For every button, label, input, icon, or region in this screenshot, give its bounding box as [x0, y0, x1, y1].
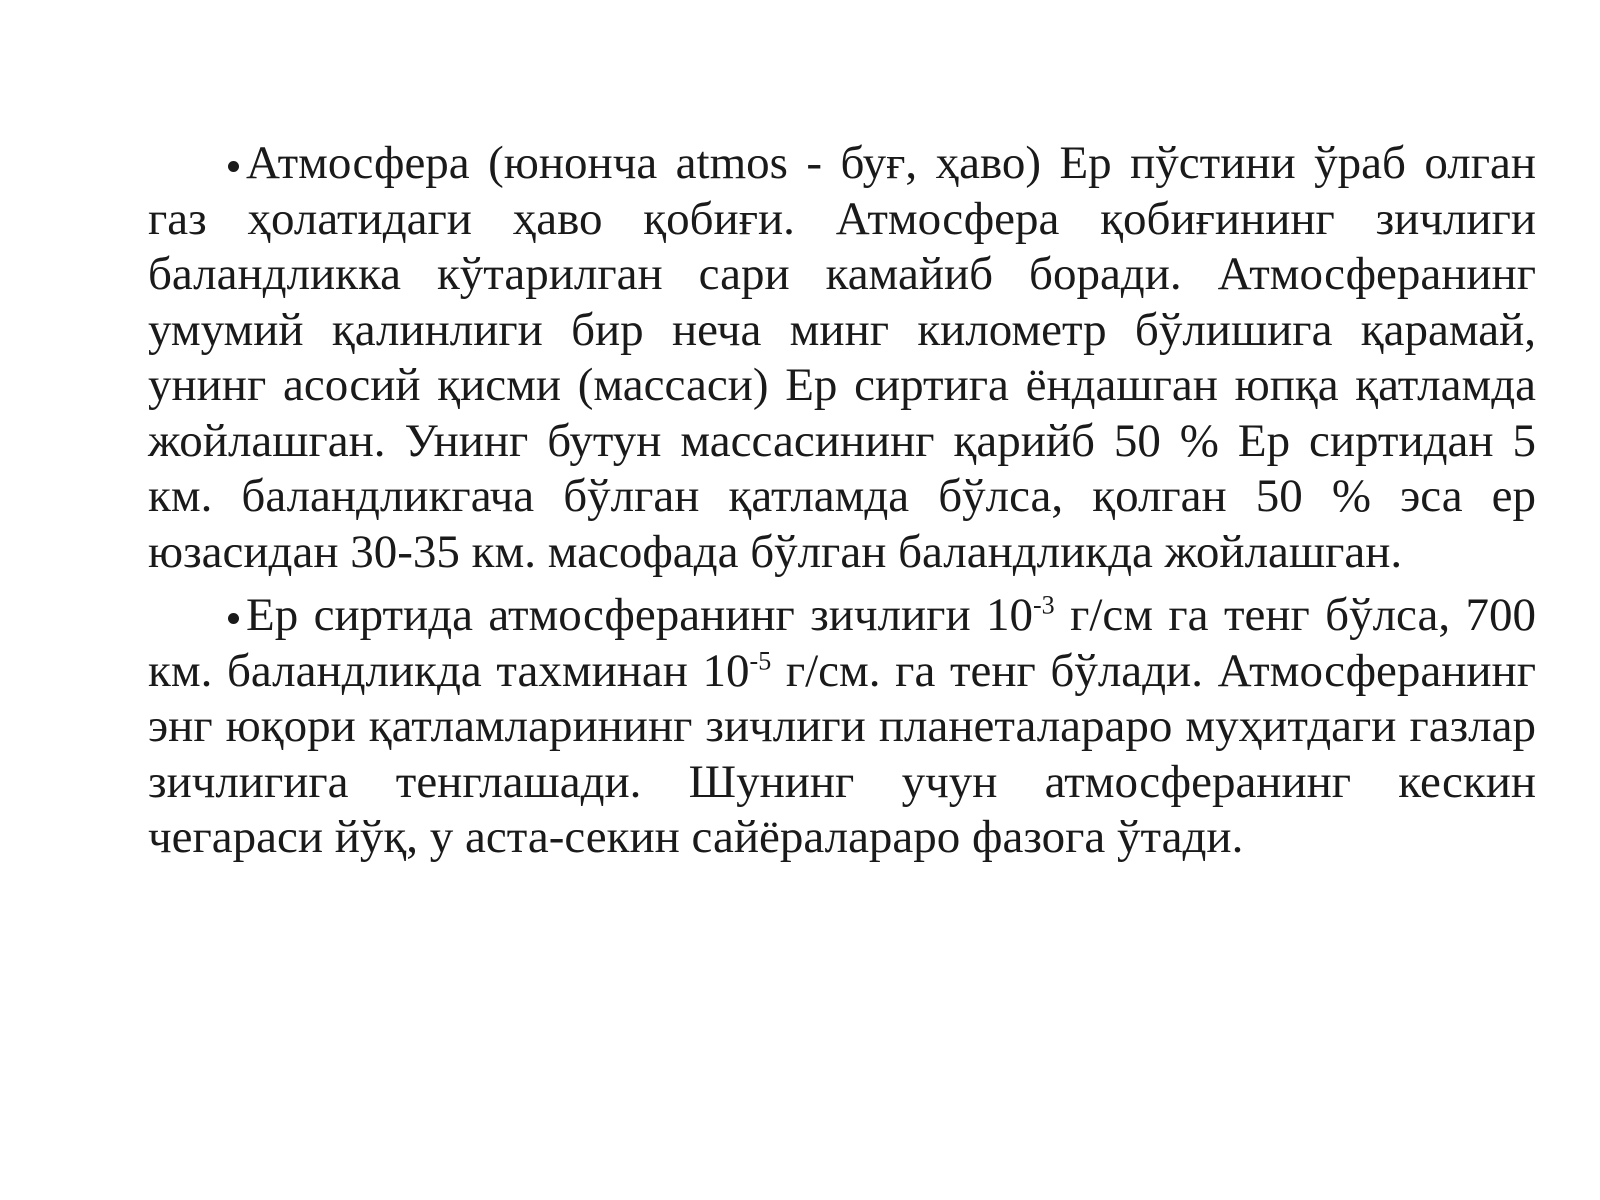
bullet-paragraph-2: [148, 588, 1536, 866]
paragraph-text: Атмосфера (юнонча atmos - буғ, ҳаво) Ер пўстини ўраб олган газ ҳолатидаги ҳаво қобиғи. Атмосфера қобиғининг зичлиги баландликка кўтарилган сари камайиб боради. Атмосферанинг умумий қалинлиги бир неча минг километр бўлишига қарамай, унинг асосий қисми (массаси) Ер сиртига ёндашган юпқа қатламда жойлашган. Унинг бутун массасининг қарийб 50 % Ер сиртидан 5 км. баландликгача бўлган қатламда бўлса, қолган 50 % эса ер юзасидан 30-35 км. масофада бўлган баландликда жойлашган.: [148, 137, 1536, 578]
bullet-paragraph-1: [148, 136, 1536, 580]
exponent: -5: [749, 645, 772, 675]
exponent: -3: [1033, 590, 1055, 620]
paragraph-text-part-2: г/см га тенг бўлса, 700 км. баландликда тахминан 10: [148, 589, 1536, 697]
bullet-icon: [224, 605, 244, 625]
bullet-icon: [224, 153, 244, 173]
paragraph-text-part-1: Ер сиртида атмосферанинг зичлиги 10: [246, 589, 1033, 641]
slide-body: [148, 136, 1536, 874]
paragraph-text-part-3: г/см. га тенг бўлади. Атмосферанинг энг юқори қатламларининг зичлиги планеталараро муҳитдаги газлар зичлигига тенглашади. Шунинг учун атмосферанинг кескин чегараси йўқ, у аста-секин сайёралараро фазога ўтади.: [148, 644, 1536, 863]
